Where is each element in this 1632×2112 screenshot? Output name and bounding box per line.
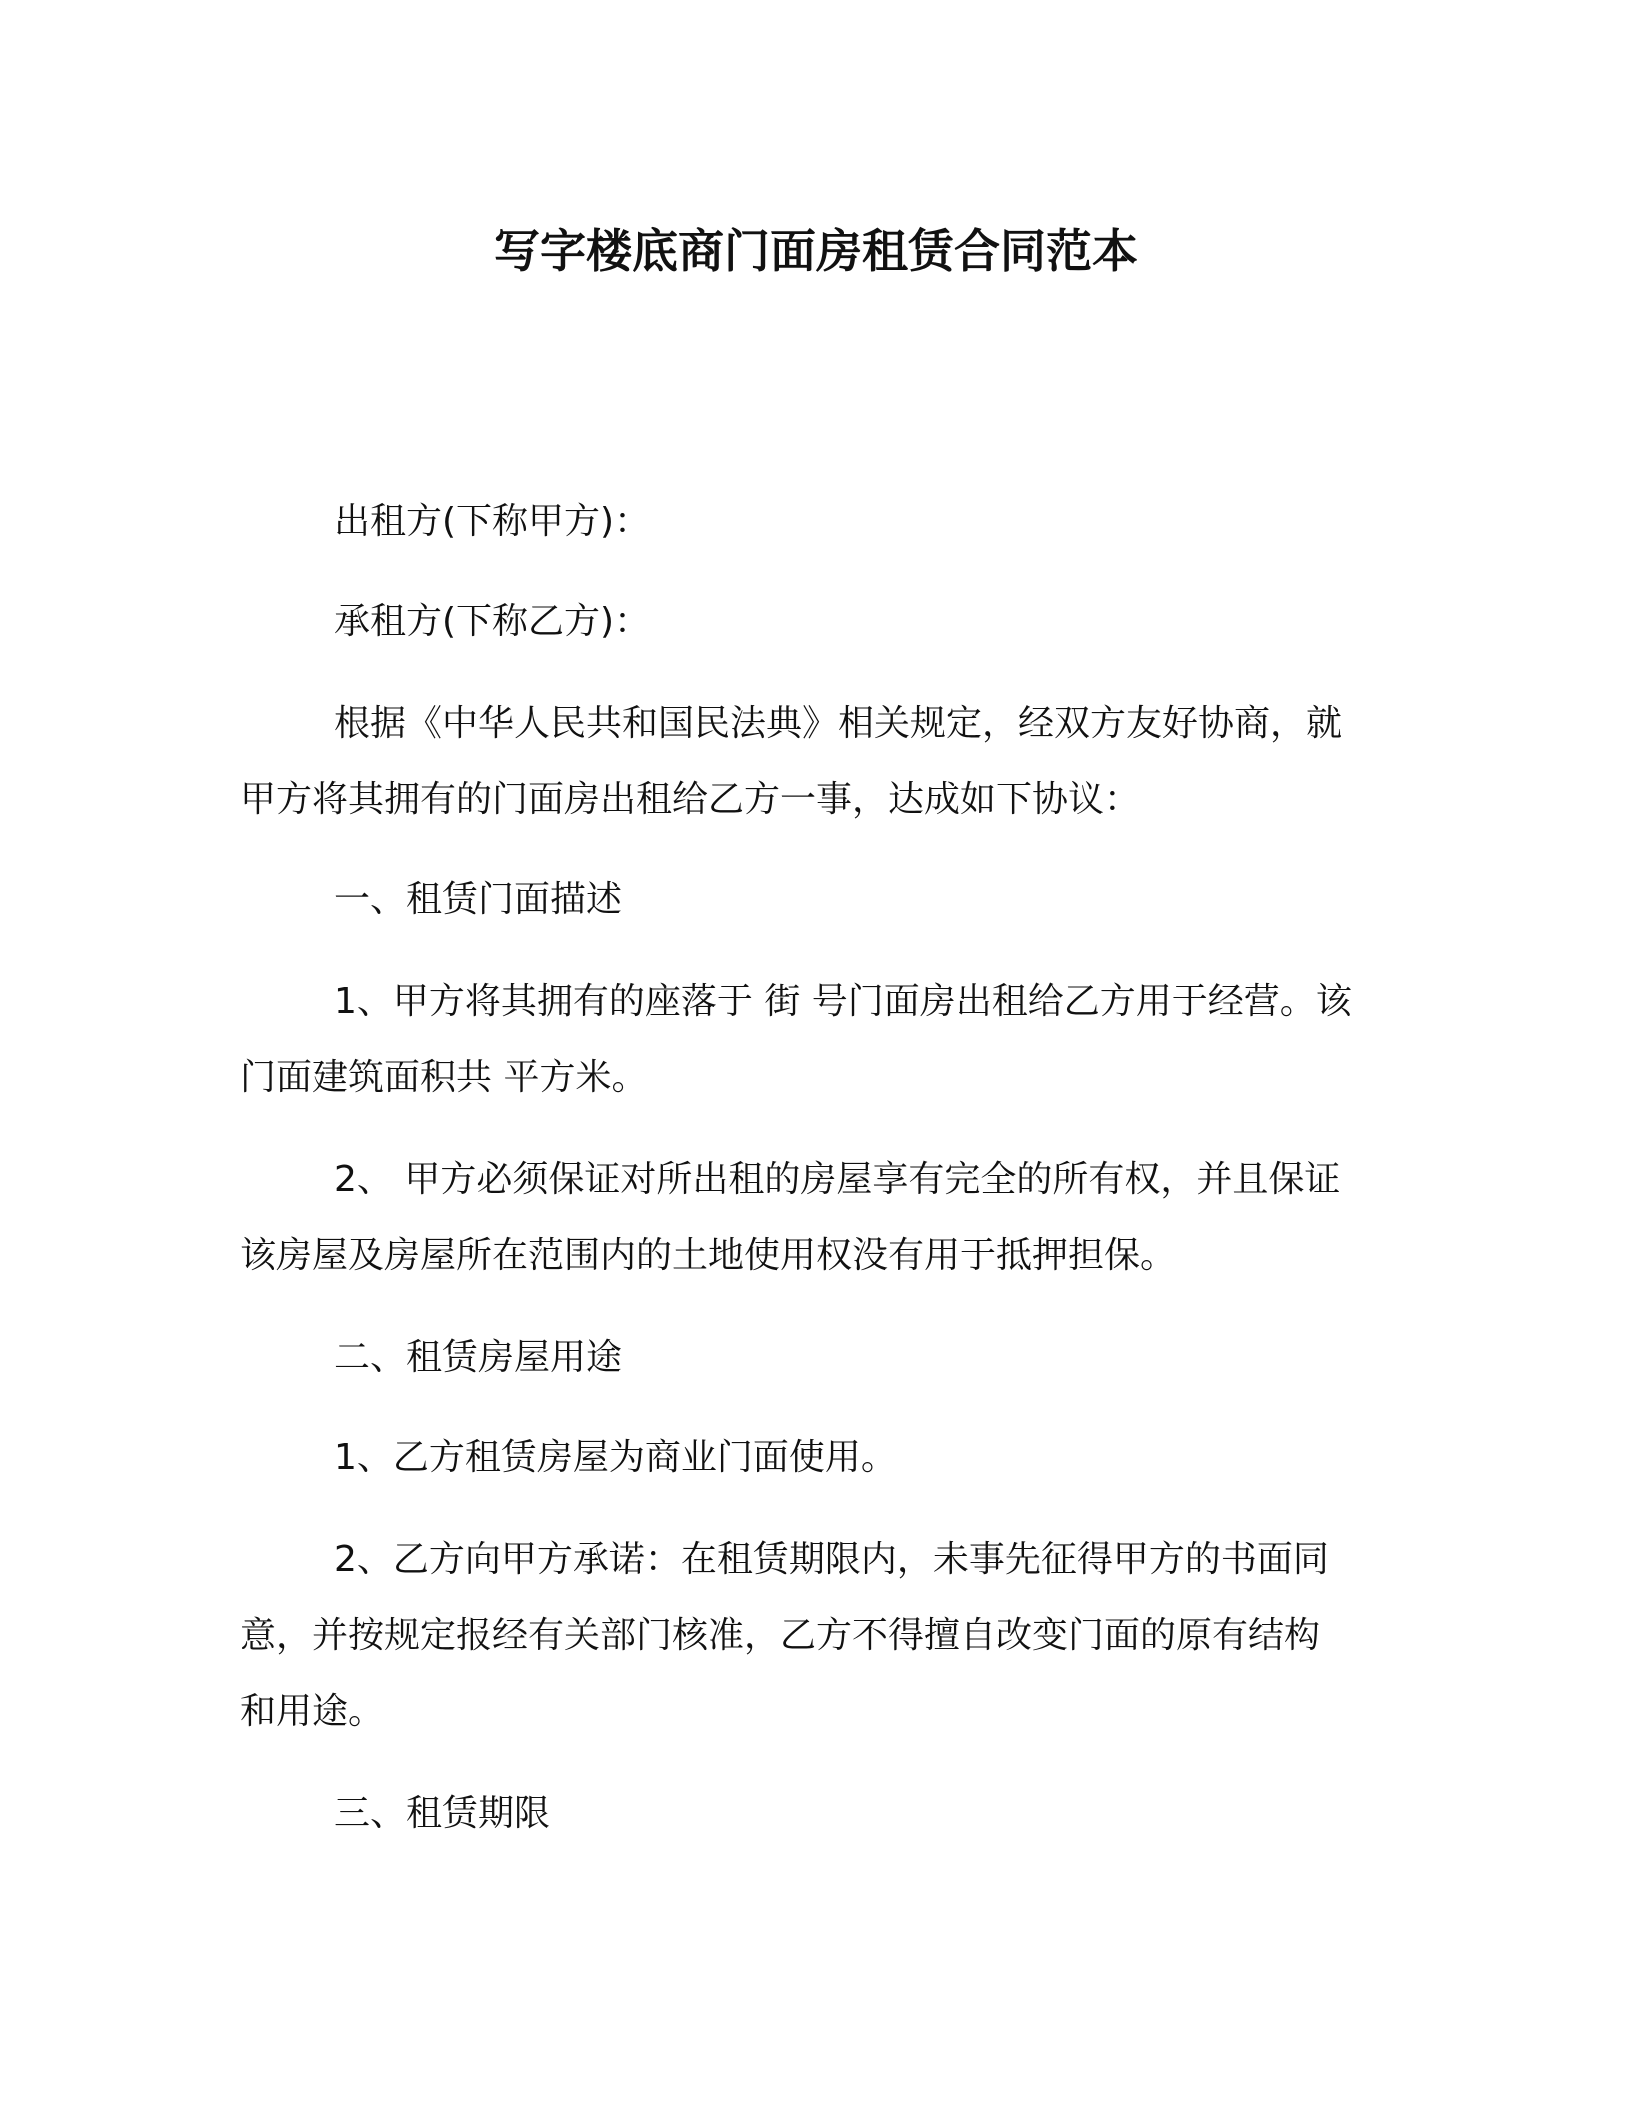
intro-line-1: 根据《中华人民共和国民法典》相关规定，经双方友好协商，就 bbox=[334, 703, 1343, 744]
section-2-item-2-line-3: 和用途。 bbox=[240, 1691, 385, 1732]
section-2-item-2-line-1: 2、乙方向甲方承诺：在租赁期限内，未事先征得甲方的书面同 bbox=[334, 1539, 1329, 1580]
section-1-item-1-line-2: 门面建筑面积共 平方米。 bbox=[240, 1057, 648, 1098]
section-1-item-2-line-1: 2、 甲方必须保证对所出租的房屋享有完全的所有权，并且保证 bbox=[334, 1159, 1341, 1200]
intro-line-2: 甲方将其拥有的门面房出租给乙方一事，达成如下协议： bbox=[240, 779, 1141, 820]
section-1-item-1-line-1: 1、甲方将其拥有的座落于 街 号门面房出租给乙方用于经营。该 bbox=[334, 981, 1352, 1022]
section-2-item-1: 1、乙方租赁房屋为商业门面使用。 bbox=[334, 1437, 897, 1478]
section-1-item-2-line-2: 该房屋及房屋所在范围内的土地使用权没有用于抵押担保。 bbox=[240, 1235, 1177, 1276]
lessee-line: 承租方(下称乙方)： bbox=[334, 601, 651, 642]
section-heading-3: 三、租赁期限 bbox=[334, 1793, 551, 1834]
lessor-line: 出租方(下称甲方)： bbox=[334, 501, 651, 542]
section-2-item-2-line-2: 意，并按规定报经有关部门核准，乙方不得擅自改变门面的原有结构 bbox=[240, 1615, 1321, 1656]
section-heading-2: 二、租赁房屋用途 bbox=[334, 1337, 623, 1378]
document-title: 写字楼底商门面房租赁合同范本 bbox=[494, 224, 1138, 278]
section-heading-1: 一、租赁门面描述 bbox=[334, 879, 623, 920]
